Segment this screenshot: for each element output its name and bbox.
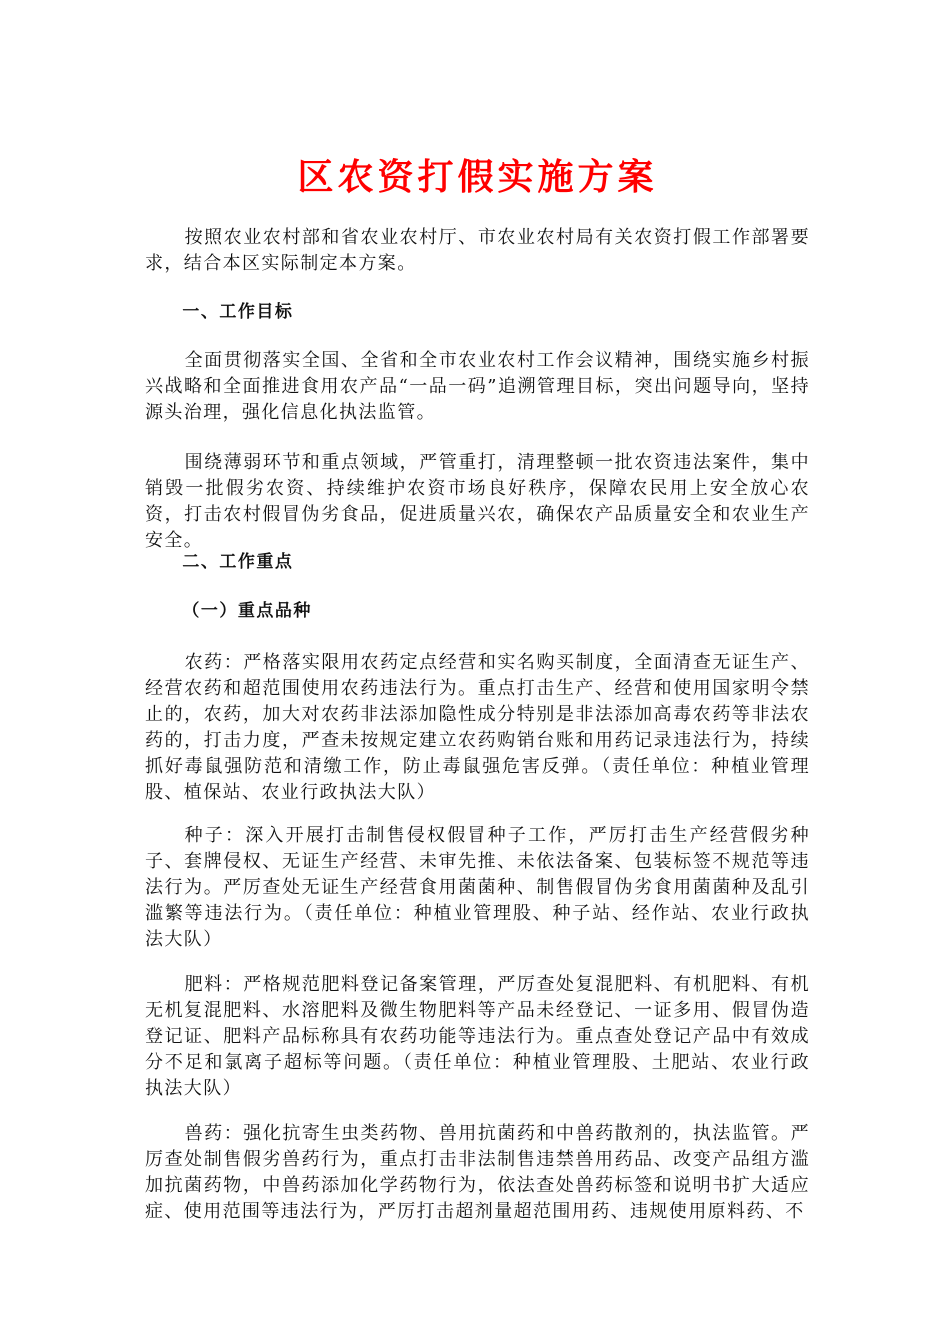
veterinary-drug-paragraph: 兽药：强化抗寄生虫类药物、兽用抗菌药和中兽药散剂的，执法监管。严厉查处制售假劣兽药行为，重点打击非法制售违禁兽用药品、改变产品组方滥加抗菌药物，中兽药添加化学药物行为，依法查处兽药标签和说明书扩大适应症、使用范围等违法行为，严厉打击超剂量超范围用药、违规使用原料药、不 <box>145 1123 810 1222</box>
goals-paragraph-2: 围绕薄弱环节和重点领域，严管重打，清理整顿一批农资违法案件，集中销毁一批假劣农资、持续维护农资市场良好秩序，保障农民用上安全放心农资，打击农村假冒伪劣食品，促进质量兴农，确保农产品质量安全和农业生产安全。 <box>145 452 810 551</box>
seed-paragraph: 种子：深入开展打击制售侵权假冒种子工作，严厉打击生产经营假劣种子、套牌侵权、无证生产经营、未审先推、未依法备案、包装标签不规范等违法行为。严厉查处无证生产经营食用菌菌种、制售假冒伪劣食用菌菌种及乱引滥繁等违法行为。（责任单位：种植业管理股、种子站、经作站、农业行政执法大队） <box>145 825 810 950</box>
document-title: 区农资打假实施方案 <box>297 157 658 198</box>
subsection-heading-varieties: （一）重点品种 <box>182 601 312 621</box>
pesticide-paragraph: 农药：严格落实限用农药定点经营和实名购买制度，全面清查无证生产、经营农药和超范围使用农药违法行为。重点打击生产、经营和使用国家明令禁止的，农药，加大对农药非法添加隐性成分特别是非法添加高毒农药等非法农药的，打击力度，严查未按规定建立农药购销台账和用药记录违法行为，持续抓好毒鼠强防范和清缴工作，防止毒鼠强危害反弹。（责任单位：种植业管理股、植保站、农业行政执法大队） <box>145 652 810 803</box>
section-heading-goals: 一、工作目标 <box>182 302 294 322</box>
section-heading-focus: 二、工作重点 <box>182 552 294 572</box>
intro-paragraph: 按照农业农村部和省农业农村厅、市农业农村局有关农资打假工作部署要求，结合本区实际制定本方案。 <box>145 227 810 274</box>
fertilizer-paragraph: 肥料：严格规范肥料登记备案管理，严厉查处复混肥料、有机肥料、有机无机复混肥料、水溶肥料及微生物肥料等产品未经登记、一证多用、假冒伪造登记证、肥料产品标称具有农药功能等违法行为。重点查处登记产品中有效成分不足和氯离子超标等问题。（责任单位：种植业管理股、土肥站、农业行政执法大队） <box>145 974 810 1099</box>
goals-paragraph-1: 全面贯彻落实全国、全省和全市农业农村工作会议精神，围绕实施乡村振兴战略和全面推进食用农产品“一品一码”追溯管理目标，突出问题导向，坚持源头治理，强化信息化执法监管。 <box>145 350 810 423</box>
